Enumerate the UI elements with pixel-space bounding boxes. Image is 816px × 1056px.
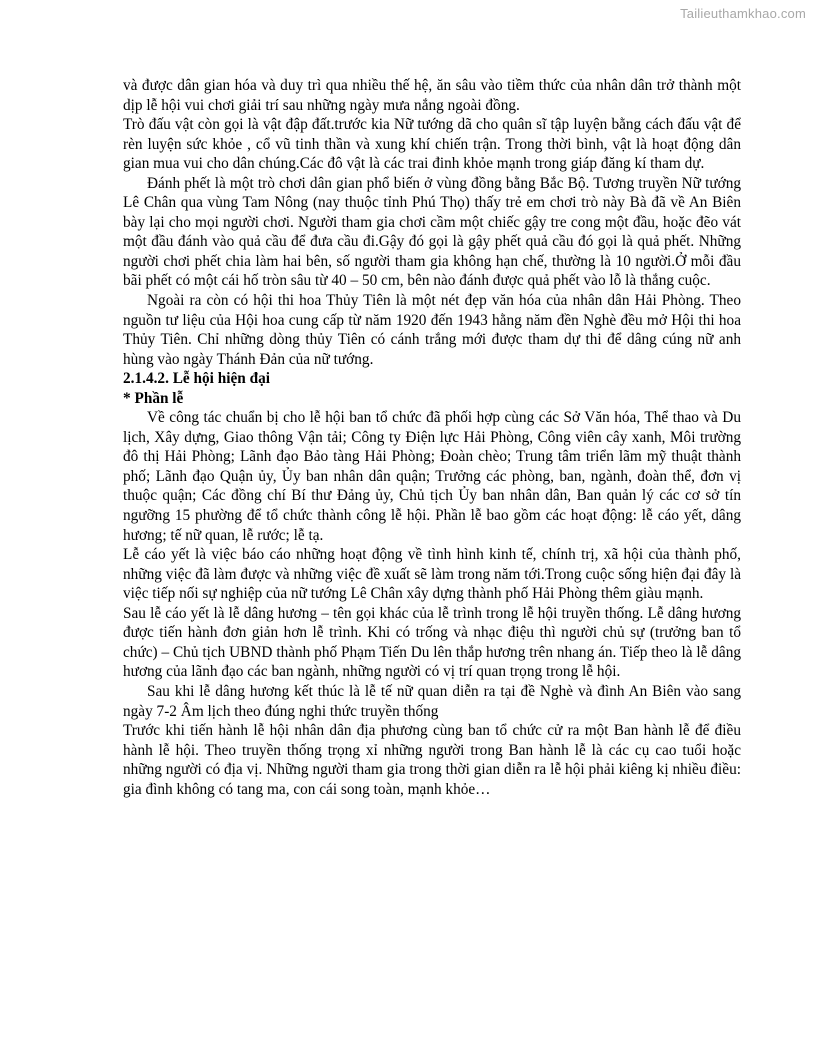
paragraph-phet-game: Đánh phết là một trò chơi dân gian phổ biến ở vùng đồng bằng Bắc Bộ. Tương truyền Nữ tướng Lê Chân qua vùng Tam Nông (nay thuộc tỉnh Phú Thọ) thấy trẻ em chơi trò này Bà đã về An Biên bày lại cho mọi người chơi. Người tham gia chơi cầm một chiếc gậy tre cong một đầu, hoặc đẽo vát một đầu đánh vào quả cầu để đưa cầu đi.Gậy đó gọi là gậy phết quả cầu đó gọi là quả phết. Những người chơi phết chia làm hai bên, số người tham gia không hạn chế, thường là 10 người.Ở mỗi đầu bãi phết có một cái hố tròn sâu từ 40 – 50 cm, bên nào đánh được quả phết vào lỗ là thắng cuộc. (123, 174, 741, 290)
subsection-heading: * Phần lễ (123, 389, 184, 407)
paragraph-ceremony-board: Trước khi tiến hành lễ hội nhân dân địa phương cùng ban tổ chức cử ra một Ban hành lễ để điều hành lễ hội. Theo truyền thống trọng xỉ những người trong Ban hành lễ là các cụ cao tuổi hoặc những người có địa vị. Những người tham gia trong thời gian diễn ra lễ hội phải kiêng kị nhiều điều: gia đình không có tang ma, con cái song toàn, mạnh khỏe… (123, 722, 741, 798)
paragraph-incense-offering: Sau lễ cáo yết là lễ dâng hương – tên gọi khác của lễ trình trong lễ hội truyền thống. Lễ dâng hương được tiến hành đơn giản hơn lễ trình. Khi có trống và nhạc điệu thì người chủ sự (trưởng ban tổ chức) – Chủ tịch UBND thành phố Phạm Tiến Du lên thắp hương trên nhang án. Tiếp theo là lễ dâng hương của lãnh đạo các ban ngành, những người có vị trí quan trọng trong lễ hội. (123, 604, 741, 681)
watermark: Tailieuthamkhao.com (680, 6, 806, 21)
paragraph-wrestling: Trò đấu vật còn gọi là vật đập đất.trước kia Nữ tướng dã cho quân sĩ tập luyện bằng cách đấu vật để rèn luyện sức khỏe , cổ vũ tinh thần và xung khí chiến trận. Trong thời bình, vật là hoạt động dân gian mua vui cho dân chúng.Các đô vật là các trai đinh khỏe mạnh trong giáp đăng kí tham dự. (123, 116, 741, 173)
document-page (123, 76, 741, 799)
paragraph-festival-intro: và được dân gian hóa và duy trì qua nhiều thế hệ, ăn sâu vào tiềm thức của nhân dân trở thành một dịp lễ hội vui chơi giải trí sau những ngày mưa nắng ngoài đồng. (123, 77, 741, 114)
paragraph-cao-yet: Lễ cáo yết là việc báo cáo những hoạt động về tình hình kinh tế, chính trị, xã hội của thành phố, những việc đã làm được và những việc đề xuất sẽ làm trong năm tới.Trong cuộc sống hiện đại đây là việc tiếp nối sự nghiệp của nữ tướng Lê Chân xây dựng thành phố Hải Phòng thêm giàu mạnh. (123, 546, 741, 603)
paragraph-te-nu-quan: Sau khi lễ dâng hương kết thúc là lễ tế nữ quan diễn ra tại đề Nghè và đình An Biên vào sang ngày 7-2 Âm lịch theo đúng nghi thức truyền thống (123, 682, 741, 720)
paragraph-narcissus-contest: Ngoài ra còn có hội thi hoa Thủy Tiên là một nét đẹp văn hóa của nhân dân Hải Phòng. Theo nguồn tư liệu của Hội hoa cung cấp từ năm 1920 đến 1943 hằng năm đền Nghè đều mở Hội thi hoa Thủy Tiên. Chỉ những dòng thủy Tiên có cánh trắng mới được tham dự thi để dâng cúng nữ anh hùng vào ngày Thánh Đản của nữ tướng. (123, 292, 741, 368)
section-heading: 2.1.4.2. Lễ hội hiện đại (123, 370, 271, 388)
paragraph-preparation: Về công tác chuẩn bị cho lễ hội ban tổ chức đã phối hợp cùng các Sở Văn hóa, Thể thao và Du lịch, Xây dựng, Giao thông Vận tải; Công ty Điện lực Hải Phòng, Công viên cây xanh, Môi trường đô thị Hải Phòng; Lãnh đạo Bảo tàng Hải Phòng; Đoàn chèo; Trung tâm triển lãm mỹ thuật thành phố; Lãnh đạo Quận ủy, Ủy ban nhân dân quận; Trưởng các phòng, ban, ngành, đoàn thể, đơn vị thuộc quận; Các đồng chí Bí thư Đảng ủy, Chủ tịch Ủy ban nhân dân, Ban quản lý các cơ sở tín ngưỡng 15 phường để tổ chức thành công lễ hội. Phần lễ bao gồm các hoạt động: lễ cáo yết, dâng hương; tế nữ quan, lễ rước; lễ tạ. (123, 409, 741, 544)
